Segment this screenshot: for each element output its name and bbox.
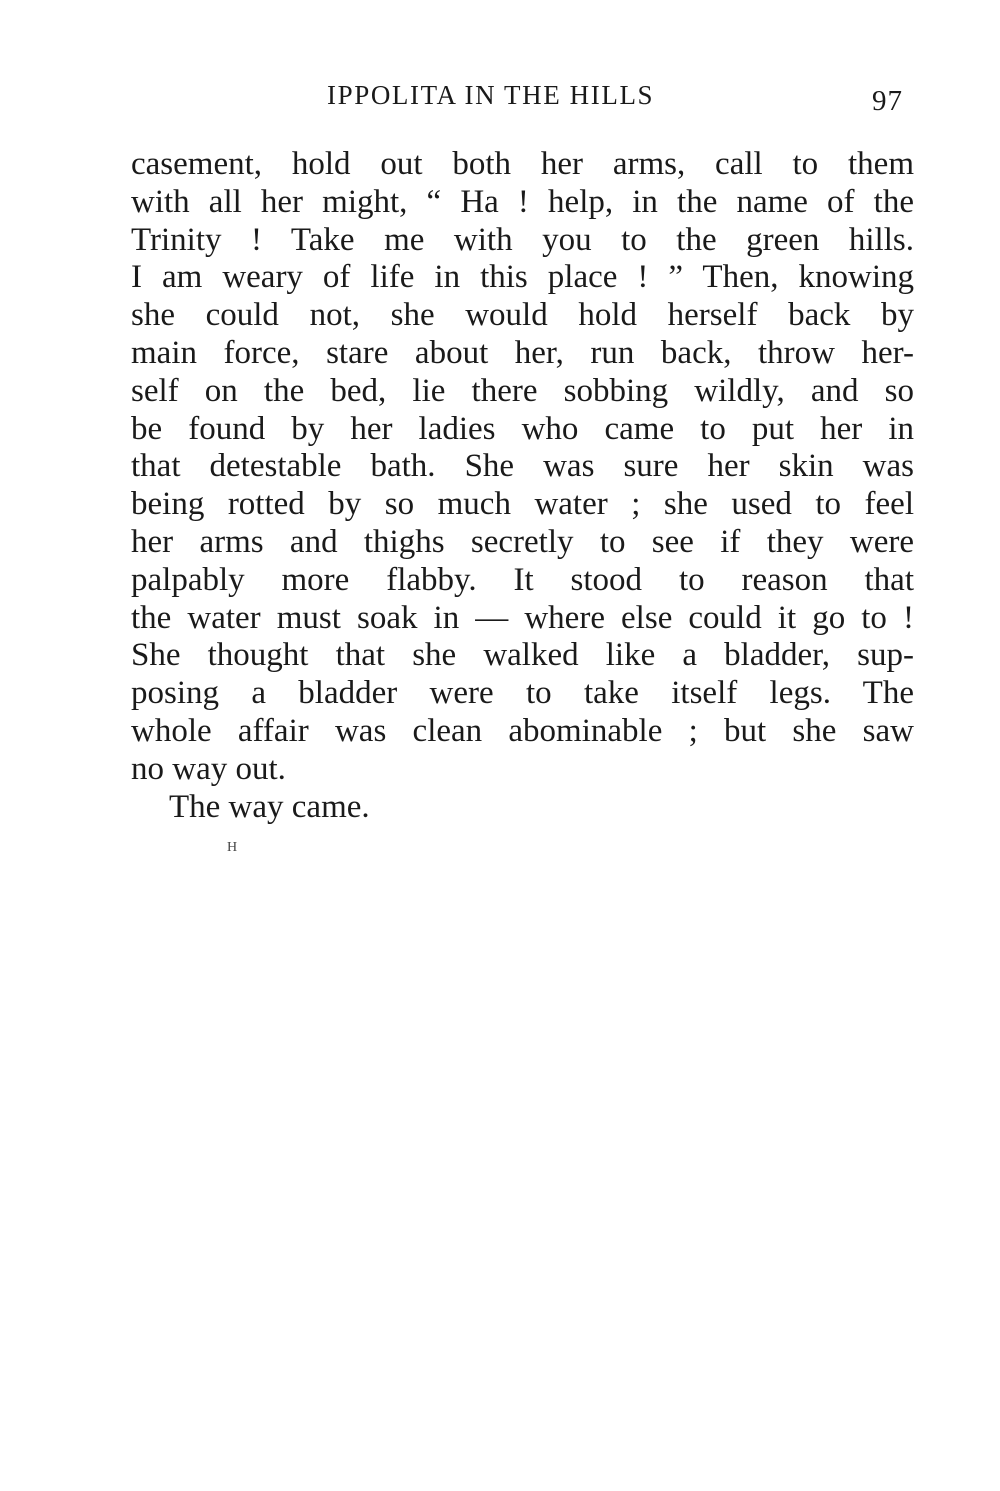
text-line: whole affair was clean abominable ; but she saw xyxy=(131,712,914,749)
text-line: her arms and thighs secretly to see if they were xyxy=(131,523,914,560)
text-line: that detestable bath. She was sure her skin was xyxy=(131,448,914,485)
text-line: Trinity ! Take me with you to the green hills. xyxy=(131,221,914,258)
body-text xyxy=(131,146,914,826)
running-head xyxy=(0,78,1000,118)
text-line: main force, stare about her, run back, throw her- xyxy=(131,334,914,371)
signature-mark: H xyxy=(227,840,239,855)
paragraph-line: The way came. xyxy=(169,788,370,825)
text-line: self on the bed, lie there sobbing wildly, and so xyxy=(131,372,914,409)
text-line: posing a bladder were to take itself legs. The xyxy=(131,675,914,712)
text-line: the water must soak in — where else could it go to ! xyxy=(131,599,914,636)
text-line: She thought that she walked like a bladder, sup- xyxy=(131,637,914,674)
running-title: IPPOLITA IN THE HILLS xyxy=(327,80,655,110)
page-number: 97 xyxy=(872,85,903,117)
text-line: no way out. xyxy=(131,750,286,787)
text-line: I am weary of life in this place ! ” Then, knowing xyxy=(131,259,914,296)
text-line: palpably more flabby. It stood to reason that xyxy=(131,561,914,598)
text-line: being rotted by so much water ; she used to feel xyxy=(131,486,914,523)
text-line: with all her might, “ Ha ! help, in the name of the xyxy=(131,183,914,220)
text-line: casement, hold out both her arms, call to them xyxy=(131,146,914,182)
text-line: she could not, she would hold herself back by xyxy=(131,297,914,334)
text-line: be found by her ladies who came to put her in xyxy=(131,410,914,447)
